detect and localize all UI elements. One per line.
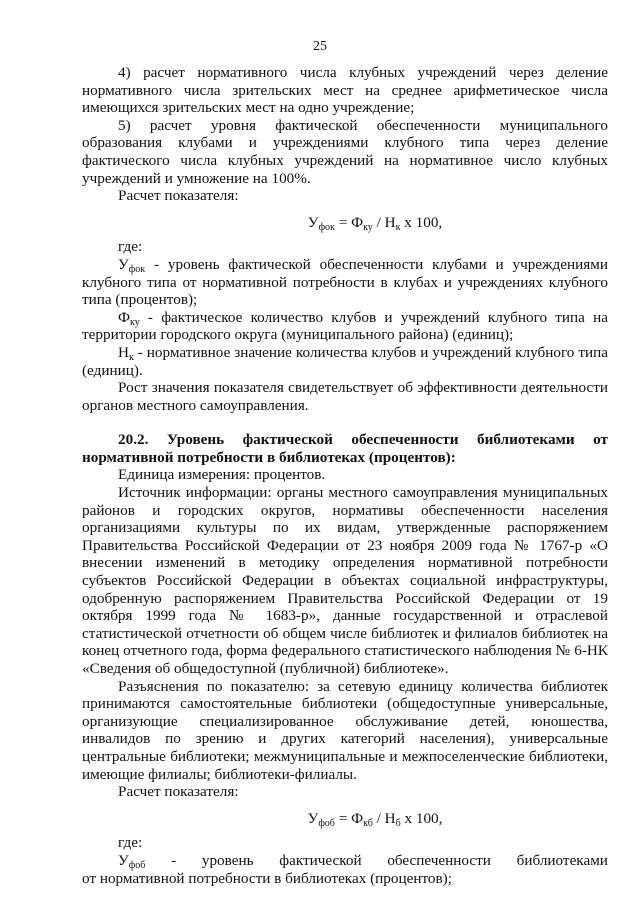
list-item-4: 4) расчет нормативного числа клубных учреждений через деление нормативного числа зрительских мест на среднее арифметическое числа имеющихся зрительских мест на одно учреждение; xyxy=(82,64,608,117)
list-item-5: 5) расчет уровня фактической обеспеченности муниципального образования клубами и учреждениями клубного типа через деление фактического числа клубных учреждений на нормативное число клубных учреждений и умножение на 100%. xyxy=(82,116,608,187)
formula-libraries: $У_{фоб} = Ф_{кб} / Н_б$ х 100, xyxy=(307,809,443,829)
unit-of-measure: Единица измерения: процентов. xyxy=(118,466,326,484)
information-source: Источник информации: органы местного самоуправления муниципальных районов и городских округов, нормативы обеспеченности населения организациями культуры по их видам, утвержденные распоряжением Правительства Российской Федерации от 23 ноября 2009 года № 1767-р «О внесении изменений в методику определения нормативной потребности субъектов Российской Федерации в объектах социальной инфраструктуры, одобренную распоряжением Правительства Российской Федерации от 19 октября 1999 года № 1683-р», данные государственной и отраслевой статистической отчетности об общем числе библиотек и филиалов библиотек на конец отчетного года, форма федерального статистического наблюдения № 6-НК «Сведения об общедоступной (публичной) библиотеке». xyxy=(82,484,608,677)
calc-label: Расчет показателя: xyxy=(118,187,239,205)
definition-n-k: $Н_к$ - нормативное значение количества клубов и учреждений клубного типа (единиц). xyxy=(82,343,608,379)
page-number: 25 xyxy=(313,39,327,54)
where-label-libraries: где: xyxy=(118,834,143,852)
calc-label-libraries: Расчет показателя: xyxy=(118,783,239,801)
document-body xyxy=(82,64,608,887)
formula-clubs: $У_{фок} = Ф_{ку} / Н_к$ х 100, xyxy=(307,213,443,233)
definition-u-fob-continued: от нормативной потребности в библиотеках (процентов); xyxy=(82,869,452,887)
indicator-explanation: Разъяснения по показателю: за сетевую единицу количества библиотек принимаются самостоятельные библиотеки (общедоступные универсальные, организующие специализированное обслуживание детей, юношества, инвалидов по зрению и других категорий населения), универсальные центральные библиотеки; межмуниципальные и межпоселенческие библиотеки, имеющие филиалы; библиотеки-филиалы. xyxy=(82,677,608,783)
growth-note: Рост значения показателя свидетельствует об эффективности деятельности органов местного самоуправления. xyxy=(82,379,608,414)
definition-f-ku: $Ф_{ку}$ - фактическое количество клубов и учреждений клубного типа на территории городского округа (муниципального района) (единиц); xyxy=(82,308,608,344)
definition-u-fob: $У_{фоб}$ - уровень фактической обеспеченности библиотеками xyxy=(118,851,608,871)
section-heading: 20.2. Уровень фактической обеспеченности библиотеками от нормативной потребности в библиотеках (процентов): xyxy=(82,431,608,466)
definition-u-fok: $У_{фок}$ - уровень фактической обеспеченности клубами и учреждениями клубного типа от нормативной потребности в клубах и учреждениях клубного типа (процентов); xyxy=(82,255,608,309)
where-label: где: xyxy=(118,238,143,256)
